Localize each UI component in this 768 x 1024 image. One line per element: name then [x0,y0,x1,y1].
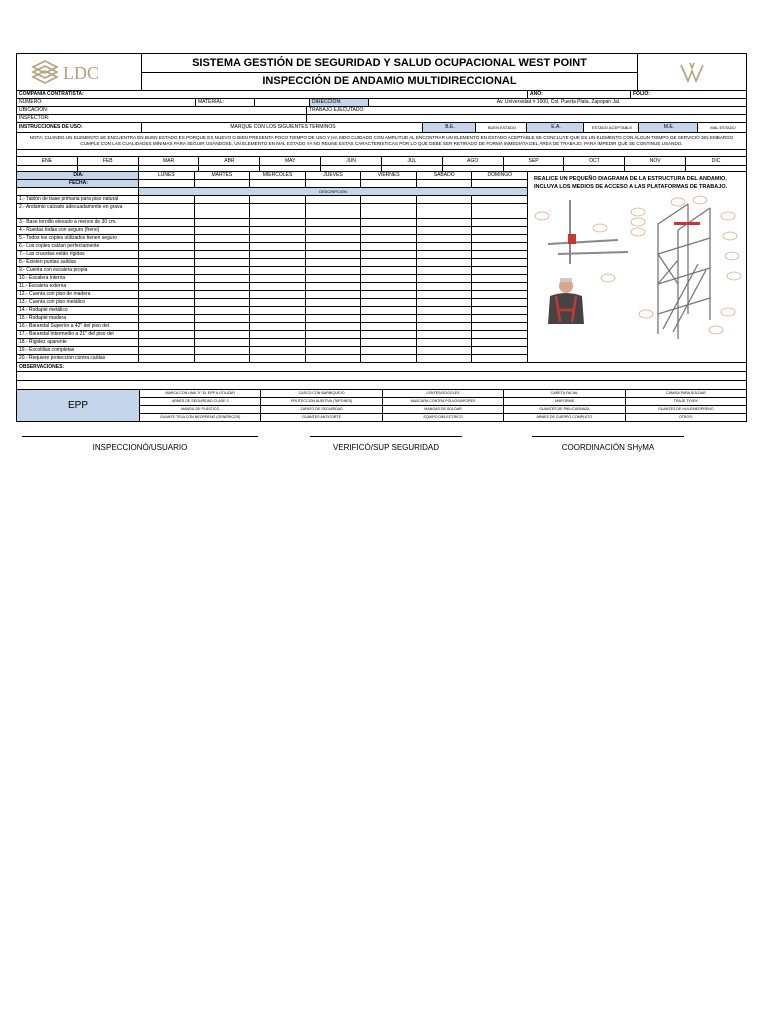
table-row [17,219,527,227]
instrucciones-label: INSTRUCCIONES DE USO: [17,123,142,132]
table-row [17,323,527,331]
check-cell[interactable] [361,291,417,298]
check-cell[interactable] [417,196,473,203]
checklist-item-label: 14.- Rodapié metálico [17,307,139,314]
epp-option[interactable]: ZAPATO DE SEGURIDAD [261,406,382,413]
check-cell[interactable] [139,227,195,234]
month-cell[interactable]: AGO [443,157,504,165]
compania-label: COMPAÑIA CONTRATISTA: [17,91,528,98]
anio-label: AÑO: [528,91,631,98]
info-row-3 [17,107,746,115]
check-cell[interactable] [139,347,195,354]
checklist-item-label: 3.- Base tornillo elevado a menos de 30 cm. [17,219,139,226]
scaffold-diagram-icon [528,194,746,344]
check-cell[interactable] [361,251,417,258]
check-cell[interactable] [417,355,473,362]
check-cell[interactable] [139,291,195,298]
epp-row [140,414,746,421]
direccion-label: DIRECCION: [310,99,369,106]
fecha-label: FECHA: [17,180,139,187]
table-row [17,235,527,243]
check-cell[interactable] [361,275,417,282]
check-cell[interactable] [250,219,306,226]
table-row [17,355,527,362]
check-cell[interactable] [361,339,417,346]
check-cell[interactable] [306,347,362,354]
check-cell[interactable] [195,267,251,274]
check-cell[interactable] [250,291,306,298]
check-cell[interactable] [472,267,527,274]
check-cell[interactable] [250,355,306,362]
month-cell[interactable]: JUN [321,157,382,165]
ldc-logo [17,54,142,90]
check-cell[interactable] [195,355,251,362]
epp-option[interactable]: CAMISA PARA SOLDAR [665,391,706,395]
check-cell[interactable] [139,299,195,306]
checklist-grid [17,172,528,362]
inspector-extra [307,115,746,122]
table-row [17,243,527,251]
check-cell[interactable] [195,323,251,330]
check-cell[interactable] [417,275,473,282]
date-cell[interactable] [417,180,473,187]
epp-option[interactable]: ARNES DE SEGURIDAD CLASE 3 [140,398,261,405]
check-cell[interactable] [472,251,527,258]
date-cell[interactable] [361,180,417,187]
check-cell[interactable] [361,235,417,242]
epp-option[interactable]: CARETA FACIAL [504,390,625,397]
check-cell[interactable] [417,219,473,226]
month-cell[interactable]: JUL [382,157,443,165]
day-header: MARTES [195,172,251,179]
epp-option[interactable]: TRAJE TYVEK [673,399,698,403]
check-cell[interactable] [139,267,195,274]
month-cell[interactable]: ABR [199,157,260,165]
check-cell[interactable] [139,331,195,338]
observaciones-line[interactable] [17,372,746,380]
epp-option[interactable]: ARNES DE CUERPO COMPLETO [504,414,625,421]
check-cell[interactable] [195,243,251,250]
info-row-5 [17,123,746,133]
check-cell[interactable] [250,315,306,322]
table-row [17,331,527,339]
numero-label: NUMERO: [17,99,196,106]
table-row [17,251,527,259]
check-cell[interactable] [250,259,306,266]
material-label: MATERIAL: [196,99,255,106]
check-cell[interactable] [250,347,306,354]
checklist-item-label: 12.- Cuenta con piso de madera [17,291,139,298]
month-cell[interactable]: NOV [625,157,686,165]
date-cell[interactable] [139,180,195,187]
me-value: MAL ESTADO [710,125,736,130]
table-row [17,275,527,283]
check-cell[interactable] [195,339,251,346]
check-cell[interactable] [361,323,417,330]
check-cell[interactable] [361,196,417,203]
table-row [17,291,527,299]
check-cell[interactable] [250,307,306,314]
check-cell[interactable] [361,299,417,306]
inspection-form [16,53,747,422]
epp-option[interactable]: GUANTE TELA CON NEOPRENO (GENÉRICOS) [140,414,261,421]
check-cell[interactable] [195,251,251,258]
check-cell[interactable] [139,307,195,314]
check-cell[interactable] [417,291,473,298]
me-label: M.E. [639,123,698,132]
checklist-item-label: 4.- Ruedas todas con seguro (freno) [17,227,139,234]
checklist-item-label: 9.- Cuenta con escalera propia [17,267,139,274]
check-cell[interactable] [472,299,527,306]
check-cell[interactable] [472,235,527,242]
check-cell[interactable] [250,235,306,242]
check-cell[interactable] [306,307,362,314]
month-cell[interactable]: FEB [78,157,139,165]
checklist-section [17,172,746,363]
check-cell[interactable] [250,196,306,203]
date-cell[interactable] [250,180,306,187]
check-cell[interactable] [472,315,527,322]
month-cell[interactable]: SEP [504,157,565,165]
months-row [17,157,746,166]
ldc-logo-icon [29,57,129,87]
be-label: B.E. [423,123,476,132]
direccion-value: Av. Universidad # 1000, Col. Puerta Plata, Zapopan Jal. [496,99,621,105]
observaciones-label: OBSERVACIONES: [19,364,65,370]
check-cell[interactable] [250,299,306,306]
check-cell[interactable] [306,251,362,258]
check-cell[interactable] [195,235,251,242]
check-cell[interactable] [139,315,195,322]
checklist-item-label: 1.- Tablón de base primaria para piso natural [17,196,139,203]
check-cell[interactable] [417,267,473,274]
table-row [17,315,527,323]
check-cell[interactable] [361,219,417,226]
check-cell[interactable] [361,243,417,250]
month-cell[interactable]: OCT [564,157,625,165]
table-row [17,347,527,355]
form-title: INSPECCIÓN DE ANDAMIO MULTIDIRECCIONAL [262,75,517,88]
diagram-area [528,172,746,362]
checklist-item-label: 11.- Escalera externa [17,283,139,290]
month-cell[interactable]: MAY [260,157,321,165]
check-cell[interactable] [306,283,362,290]
check-cell[interactable] [361,204,417,218]
check-cell[interactable] [195,299,251,306]
check-cell[interactable] [472,275,527,282]
checklist-item-label: 7.- Las crucetas están rígidas [17,251,139,258]
check-cell[interactable] [139,323,195,330]
info-row-1 [17,91,746,99]
check-cell[interactable] [195,291,251,298]
be-value: BUEN ESTADO [476,123,527,132]
epp-label: EPP [17,390,140,421]
table-row [17,259,527,267]
check-cell[interactable] [306,331,362,338]
check-cell[interactable] [472,219,527,226]
table-row [17,283,527,291]
check-cell[interactable] [361,267,417,274]
epp-row [140,390,746,398]
epp-option[interactable]: GUANTES DE PIEL/CARNAZA [504,406,625,413]
check-cell[interactable] [139,204,195,218]
epp-option[interactable]: MARCA CON UNA "X" EL EPP A UTILIZAR [140,390,261,397]
table-row [17,299,527,307]
epp-option[interactable]: CASCO CON BARBIQUEJO [261,390,382,397]
check-cell[interactable] [417,323,473,330]
epp-row [140,398,746,406]
check-cell[interactable] [417,243,473,250]
check-cell[interactable] [417,251,473,258]
epp-option[interactable]: MANGAS DE SOLDAR [383,406,504,413]
check-cell[interactable] [139,196,195,203]
month-cell[interactable]: DIC [711,158,721,164]
table-row [17,204,527,219]
check-cell[interactable] [306,267,362,274]
check-cell[interactable] [417,204,473,218]
check-cell[interactable] [306,204,362,218]
inspector-label: INSPECTOR: [17,115,307,122]
table-row [17,267,527,275]
table-row [17,227,527,235]
observaciones-row [17,363,746,372]
check-cell[interactable] [195,275,251,282]
signature-verifico: VERIFICÓ/SUP SEGURIDAD [310,436,462,452]
epp-option[interactable]: MASCARA CONTRA POLVO/VAPORES [383,398,504,405]
checklist-item-label: 6.- Los coples calzan perfectamente [17,243,139,250]
check-cell[interactable] [139,243,195,250]
checklist-item-label: 18.- Rigidez aparente [17,339,139,346]
check-cell[interactable] [417,227,473,234]
observaciones-line[interactable] [17,381,746,389]
date-cell[interactable] [306,180,362,187]
day-header: JUEVES [306,172,362,179]
signature-inspecciono: INSPECCIONÓ/USUARIO [22,436,258,452]
epp-row [140,406,746,414]
check-cell[interactable] [417,315,473,322]
check-cell[interactable] [306,339,362,346]
check-cell[interactable] [306,243,362,250]
w-logo-icon [677,59,707,85]
month-cell[interactable]: MAR [139,157,200,165]
check-cell[interactable] [306,235,362,242]
check-cell[interactable] [417,299,473,306]
check-cell[interactable] [139,283,195,290]
checklist-item-label: 17.- Barandal Intermedio a 21" del piso del [17,331,139,338]
check-cell[interactable] [361,259,417,266]
checklist-item-label: 5.- Todos los coples utilizados tienen seguro [17,235,139,242]
check-cell[interactable] [417,235,473,242]
check-cell[interactable] [361,355,417,362]
marque-label: MARQUE CON LOS SIGUIENTES TERMINOS [142,123,423,132]
check-cell[interactable] [306,196,362,203]
check-cell[interactable] [306,259,362,266]
info-row-2 [17,99,746,107]
folio-label: FOLIO: [633,91,650,97]
diagram-instructions: REALICE UN PEQUEÑO DIAGRAMA DE LA ESTRUCTURA DEL ANDAMIO, INCLUYA LOS MEDIOS DE ACCESO A LAS PLATAFORMAS DE TRABAJO. [534,176,728,190]
check-cell[interactable] [306,315,362,322]
material-value[interactable] [255,99,310,106]
check-cell[interactable] [195,331,251,338]
check-cell[interactable] [472,307,527,314]
check-cell[interactable] [306,291,362,298]
check-cell[interactable] [472,355,527,362]
check-cell[interactable] [417,307,473,314]
table-row [17,196,527,204]
checklist-item-label: 8.- Existen puntas salidas [17,259,139,266]
check-cell[interactable] [139,235,195,242]
check-cell[interactable] [306,219,362,226]
check-cell[interactable] [361,227,417,234]
check-cell[interactable] [306,275,362,282]
check-cell[interactable] [472,204,527,218]
day-header: VIERNES [361,172,417,179]
check-cell[interactable] [361,307,417,314]
check-cell[interactable] [472,291,527,298]
ea-label: E.A. [527,123,584,132]
checklist-item-label: 20.- Requiere protección contra caídas [17,355,139,362]
day-header: DOMINGO [487,172,512,178]
table-row [17,307,527,315]
epp-option[interactable]: LENTES/GOGGLES [383,390,504,397]
descripcion-label: DESCRIPCIÓN [139,188,527,195]
check-cell[interactable] [139,251,195,258]
check-cell[interactable] [306,355,362,362]
check-cell[interactable] [195,204,251,218]
check-cell[interactable] [195,196,251,203]
check-cell[interactable] [195,219,251,226]
check-cell[interactable] [139,339,195,346]
check-cell[interactable] [195,307,251,314]
check-cell[interactable] [417,331,473,338]
check-cell[interactable] [306,323,362,330]
check-cell[interactable] [139,259,195,266]
check-cell[interactable] [250,243,306,250]
check-cell[interactable] [361,315,417,322]
check-cell[interactable] [250,323,306,330]
epp-option[interactable]: UNIFORME [504,398,625,405]
checklist-item-label: 10.- Escalera interna [17,275,139,282]
dia-label: DIA: [17,172,139,179]
epp-option[interactable]: OTROS: [678,415,693,419]
check-cell[interactable] [195,259,251,266]
epp-option[interactable]: MANDIL DE PLÁSTICO [140,406,261,413]
check-cell[interactable] [195,227,251,234]
checklist-item-label: 19.- Escotillas completas [17,347,139,354]
day-header: LUNES [139,172,195,179]
check-cell[interactable] [472,347,527,354]
check-cell[interactable] [250,283,306,290]
check-cell[interactable] [306,299,362,306]
date-cell[interactable] [472,180,527,187]
table-row [17,339,527,347]
check-cell[interactable] [250,251,306,258]
check-cell[interactable] [250,275,306,282]
check-cell[interactable] [472,243,527,250]
ubicacion-label: UBICACIÓN: [17,107,307,114]
check-cell[interactable] [361,283,417,290]
svg-text:LDC: LDC [63,63,99,83]
check-cell[interactable] [417,339,473,346]
checklist-item-label: 13.- Cuenta con piso metálico [17,299,139,306]
check-cell[interactable] [250,227,306,234]
check-cell[interactable] [195,347,251,354]
check-cell[interactable] [250,339,306,346]
note-text: NOTA: CUANDO UN ELEMENTO SE ENCUENTRA EN BUEN ESTADO ES PORQUE ES NUEVO O BIEN PRESENTA POCO TIEMPO DE USO Y HA SIDO CUIDADO CON AMPLITUD AL ENCONTRAR UN ELEMENTO EN ESTADO ACEPTABLE SE CONCLUYE QUE ES UN ELEMENTO CON ALGUN TIEMPO DE SERVICIO SIN EMBARGO CUMPLE CON LAS CUALIDADES MÍNIMAS PARA SEGUIR USANDOSE, UN ELEMENTO EN MAL ESTADO YA NO REUNE ESTAS CARACTERÍSTICAS POR LO QUE DEBE SER RETIRADO DE FORMA INMEDIATA DEL ÁREA DE TRABAJO, PARA IMPEDIR QUE SE CONTINUE USANDO. [17,133,746,150]
check-cell[interactable] [139,219,195,226]
epp-option[interactable]: GUANTES ANTICORTE [261,414,382,421]
check-cell[interactable] [139,355,195,362]
check-cell[interactable] [472,283,527,290]
epp-option[interactable]: GUANTES DE HULE/NEOPRENO [658,407,714,411]
ea-value: ESTADO ACEPTABLE [584,123,639,132]
check-cell[interactable] [472,196,527,203]
check-cell[interactable] [472,339,527,346]
form-header [17,54,746,91]
checklist-item-label: 2.- Andamio calzado adecuadamente en grava [17,204,139,218]
epp-option[interactable]: PROTECCION AUDITIVA (TAPONES) [261,398,382,405]
check-cell[interactable] [306,227,362,234]
day-header: SÁBADO [417,172,473,179]
check-cell[interactable] [472,259,527,266]
checklist-item-label: 15.- Rodapié madera [17,315,139,322]
check-cell[interactable] [195,283,251,290]
westpoint-logo [637,54,746,90]
check-cell[interactable] [195,315,251,322]
signature-coordinacion: COORDINACIÓN SHyMA [532,436,684,452]
epp-option[interactable]: EQUIPO DIELECTRICO [383,414,504,421]
check-cell[interactable] [250,267,306,274]
check-cell[interactable] [417,347,473,354]
checklist-item-label: 16.- Barandal Superior a 42" del piso del [17,323,139,330]
trabajo-label: TRABAJO EJECUTADO: [309,107,365,113]
check-cell[interactable] [361,331,417,338]
check-cell[interactable] [361,347,417,354]
check-cell[interactable] [417,259,473,266]
check-cell[interactable] [472,323,527,330]
check-cell[interactable] [139,275,195,282]
check-cell[interactable] [472,227,527,234]
month-cell[interactable]: ENE [17,157,78,165]
check-cell[interactable] [472,331,527,338]
day-header: MIERCOLES [250,172,306,179]
date-cell[interactable] [195,180,251,187]
epp-section [17,389,746,421]
check-cell[interactable] [250,331,306,338]
epp-grid [140,390,746,421]
info-row-4 [17,115,746,123]
system-title: SISTEMA GESTIÓN DE SEGURIDAD Y SALUD OCUPACIONAL WEST POINT [142,54,637,73]
check-cell[interactable] [250,204,306,218]
check-cell[interactable] [417,283,473,290]
